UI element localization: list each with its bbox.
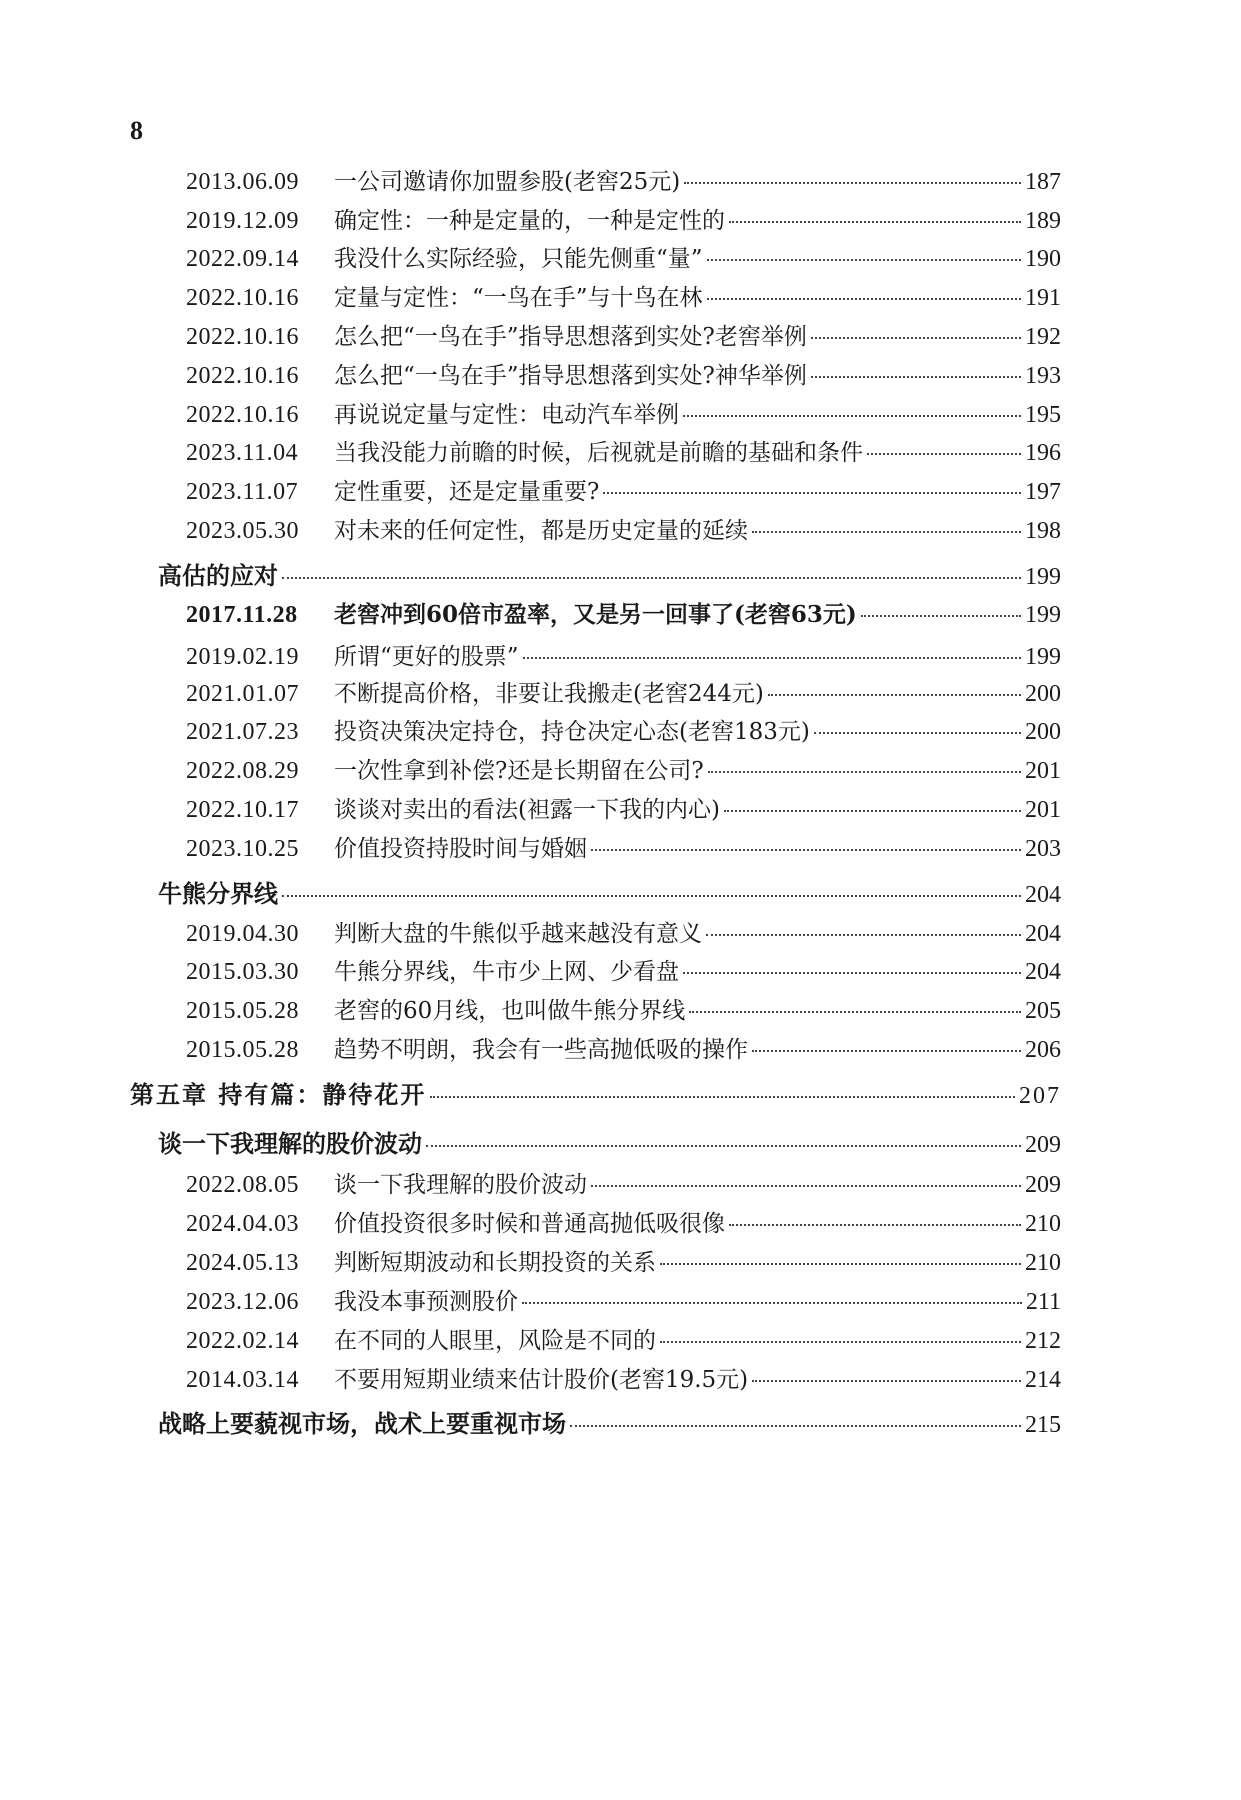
toc-page-number: 199 [1025, 644, 1061, 670]
toc-entry [0, 357, 1241, 397]
toc-title: 当我没能力前瞻的时候，后视就是前瞻的基础和条件 [334, 440, 863, 466]
toc-page-number: 193 [1025, 363, 1061, 389]
toc-title: 不要用短期业绩来估计股价(老窖19.5元) [334, 1367, 749, 1393]
toc-title: 一公司邀请你加盟参股(老窖25元) [334, 169, 681, 195]
toc-entry [0, 596, 1241, 636]
toc-entry-date: 2019.12.09 [186, 208, 299, 234]
toc-entry-date: 2022.10.17 [186, 797, 299, 823]
toc-page-number: 195 [1025, 402, 1061, 428]
toc-title: 老窖冲到60倍市盈率，又是另一回事了(老窖63元) [334, 601, 857, 628]
toc-entry-date: 2022.10.16 [186, 402, 299, 428]
toc-title: 怎么把“一鸟在手”指导思想落到实处?老窖举例 [334, 324, 807, 350]
toc-entry-date: 2024.04.03 [186, 1211, 299, 1237]
toc-entry [0, 953, 1241, 993]
dot-leader [430, 1096, 1015, 1098]
dot-leader [282, 577, 1021, 579]
toc-title: 谈谈对卖出的看法(袒露一下我的内心) [334, 797, 720, 823]
toc-entry-date: 2014.03.14 [186, 1367, 299, 1393]
toc-entry [0, 1322, 1241, 1362]
toc-page-number: 196 [1025, 440, 1061, 466]
toc-section [0, 556, 1241, 596]
toc-entry-date: 2015.03.30 [186, 959, 299, 985]
dot-leader [729, 221, 1021, 223]
toc-entry [0, 318, 1241, 358]
toc-entry-date: 2019.02.19 [186, 644, 299, 670]
toc-page-number: 201 [1025, 758, 1061, 784]
toc-title: 在不同的人眼里，风险是不同的 [334, 1328, 656, 1354]
toc-title: 谈一下我理解的股价波动 [334, 1172, 587, 1198]
dot-leader [708, 771, 1021, 773]
toc-page-number: 209 [1025, 1172, 1061, 1198]
toc-page-number: 207 [1019, 1083, 1061, 1109]
toc-page-number: 198 [1025, 518, 1061, 544]
toc-entry-date: 2022.08.05 [186, 1172, 299, 1198]
toc-entry [0, 1361, 1241, 1401]
toc-page-number: 201 [1025, 797, 1061, 823]
toc-section [0, 874, 1241, 914]
toc-section [0, 1124, 1241, 1164]
toc-entry [0, 713, 1241, 753]
toc-entry-date: 2022.10.16 [186, 285, 299, 311]
dot-leader [752, 531, 1021, 533]
dot-leader [811, 337, 1021, 339]
toc-page-number: 206 [1025, 1037, 1061, 1063]
toc-entry-date: 2023.05.30 [186, 518, 299, 544]
dot-leader [707, 259, 1021, 261]
dot-leader [591, 849, 1021, 851]
toc-title: 再说说定量与定性：电动汽车举例 [334, 402, 679, 428]
toc-page-number: 210 [1025, 1211, 1061, 1237]
toc-page-number: 191 [1025, 285, 1061, 311]
toc-entry-date: 2022.10.16 [186, 363, 299, 389]
dot-leader [689, 1011, 1021, 1013]
toc-title: 战略上要藐视市场，战术上要重视市场 [158, 1409, 566, 1438]
toc-entry [0, 1283, 1241, 1323]
toc-page-number: 190 [1025, 246, 1061, 272]
toc-entry [0, 240, 1241, 280]
toc-title: 确定性：一种是定量的，一种是定性的 [334, 208, 725, 234]
toc-entry-date: 2021.07.23 [186, 719, 299, 745]
toc-chapter [0, 1075, 1241, 1115]
toc-entry [0, 1244, 1241, 1284]
toc-entry [0, 202, 1241, 242]
toc-entry [0, 830, 1241, 870]
toc-title: 怎么把“一鸟在手”指导思想落到实处?神华举例 [334, 363, 807, 389]
dot-leader [707, 298, 1021, 300]
toc-page-number: 199 [1025, 602, 1061, 628]
dot-leader [683, 415, 1021, 417]
toc-page-number: 204 [1025, 882, 1061, 908]
toc-page-number: 205 [1025, 998, 1061, 1024]
toc-title: 谈一下我理解的股价波动 [158, 1129, 422, 1158]
dot-leader [683, 972, 1021, 974]
toc-title: 第五章 持有篇：静待花开 [130, 1080, 427, 1109]
dot-leader [867, 453, 1021, 455]
toc-title: 一次性拿到补偿?还是长期留在公司? [334, 758, 704, 784]
dot-leader [729, 1224, 1021, 1226]
dot-leader [282, 895, 1021, 897]
toc-title: 老窖的60月线，也叫做牛熊分界线 [334, 998, 686, 1024]
dot-leader [861, 615, 1021, 617]
page-number: 8 [130, 116, 143, 145]
toc-title: 定量与定性：“一鸟在手”与十鸟在林 [334, 285, 703, 311]
toc-entry-date: 2023.10.25 [186, 836, 299, 862]
toc-title: 我没什么实际经验，只能先侧重“量” [334, 246, 703, 272]
toc-page-number: 210 [1025, 1250, 1061, 1276]
toc-title: 高估的应对 [158, 561, 278, 590]
toc-page-number: 215 [1025, 1412, 1061, 1438]
toc-entry [0, 434, 1241, 474]
toc-entry [0, 1031, 1241, 1071]
toc-page-number: 200 [1025, 719, 1061, 745]
toc-page-number: 212 [1025, 1328, 1061, 1354]
toc-page-number: 209 [1025, 1132, 1061, 1158]
toc-section [0, 1404, 1241, 1444]
toc-title: 牛熊分界线，牛市少上网、少看盘 [334, 959, 679, 985]
toc-page-number: 200 [1025, 681, 1061, 707]
toc-entry-date: 2022.10.16 [186, 324, 299, 350]
toc-entry-date: 2022.09.14 [186, 246, 299, 272]
toc-title: 牛熊分界线 [158, 879, 278, 908]
toc-entry-date: 2023.11.07 [186, 479, 299, 505]
toc-entry [0, 473, 1241, 513]
toc-entry [0, 791, 1241, 831]
toc-title: 我没本事预测股价 [334, 1289, 518, 1315]
toc-page-number: 197 [1025, 479, 1061, 505]
toc-entry [0, 512, 1241, 552]
dot-leader [591, 1185, 1021, 1187]
toc-entry [0, 396, 1241, 436]
dot-leader [603, 492, 1021, 494]
toc-entry [0, 675, 1241, 715]
toc-title: 价值投资持股时间与婚姻 [334, 836, 587, 862]
toc-title: 定性重要，还是定量重要? [334, 479, 600, 505]
dot-leader [522, 1302, 1022, 1304]
toc-entry-date: 2021.01.07 [186, 681, 299, 707]
dot-leader [752, 1050, 1021, 1052]
toc-page-number: 189 [1025, 208, 1061, 234]
toc-entry [0, 279, 1241, 319]
toc-page-number: 187 [1025, 169, 1061, 195]
toc-page-number: 199 [1025, 564, 1061, 590]
toc-entry [0, 638, 1241, 678]
dot-leader [752, 1380, 1021, 1382]
toc-title: 所谓“更好的股票” [334, 644, 519, 670]
toc-title: 不断提高价格，非要让我搬走(老窖244元) [334, 681, 764, 707]
toc-entry [0, 163, 1241, 203]
dot-leader [684, 182, 1021, 184]
dot-leader [811, 376, 1021, 378]
dot-leader [523, 657, 1021, 659]
toc-page-number: 214 [1025, 1367, 1061, 1393]
toc-entry [0, 915, 1241, 955]
toc-entry-date: 2024.05.13 [186, 1250, 299, 1276]
dot-leader [724, 810, 1021, 812]
toc-title: 价值投资很多时候和普通高抛低吸很像 [334, 1211, 725, 1237]
toc-entry-date: 2022.02.14 [186, 1328, 299, 1354]
toc-page-number: 204 [1025, 959, 1061, 985]
toc-title: 投资决策决定持仓，持仓决定心态(老窖183元) [334, 719, 810, 745]
toc-page-number: 192 [1025, 324, 1061, 350]
dot-leader [426, 1145, 1021, 1147]
toc-page-number: 211 [1025, 1289, 1061, 1315]
toc-entry [0, 1166, 1241, 1206]
toc-entry [0, 1205, 1241, 1245]
dot-leader [706, 934, 1021, 936]
toc-entry [0, 752, 1241, 792]
toc-entry-date: 2013.06.09 [186, 169, 299, 195]
dot-leader [570, 1425, 1021, 1427]
toc-entry [0, 992, 1241, 1032]
toc-title: 趋势不明朗，我会有一些高抛低吸的操作 [334, 1037, 748, 1063]
dot-leader [814, 732, 1021, 734]
toc-entry-date: 2015.05.28 [186, 1037, 299, 1063]
toc-entry-date: 2023.11.04 [186, 440, 299, 466]
toc-page-number: 203 [1025, 836, 1061, 862]
toc-entry-date: 2023.12.06 [186, 1289, 299, 1315]
toc-entry-date: 2017.11.28 [186, 602, 298, 628]
dot-leader [660, 1341, 1021, 1343]
toc-entry-date: 2019.04.30 [186, 921, 299, 947]
dot-leader [660, 1263, 1021, 1265]
dot-leader [768, 694, 1021, 696]
toc-title: 对未来的任何定性，都是历史定量的延续 [334, 518, 748, 544]
toc-entry-date: 2022.08.29 [186, 758, 299, 784]
toc-page-number: 204 [1025, 921, 1061, 947]
toc-entry-date: 2015.05.28 [186, 998, 299, 1024]
toc-title: 判断大盘的牛熊似乎越来越没有意义 [334, 921, 702, 947]
toc-title: 判断短期波动和长期投资的关系 [334, 1250, 656, 1276]
